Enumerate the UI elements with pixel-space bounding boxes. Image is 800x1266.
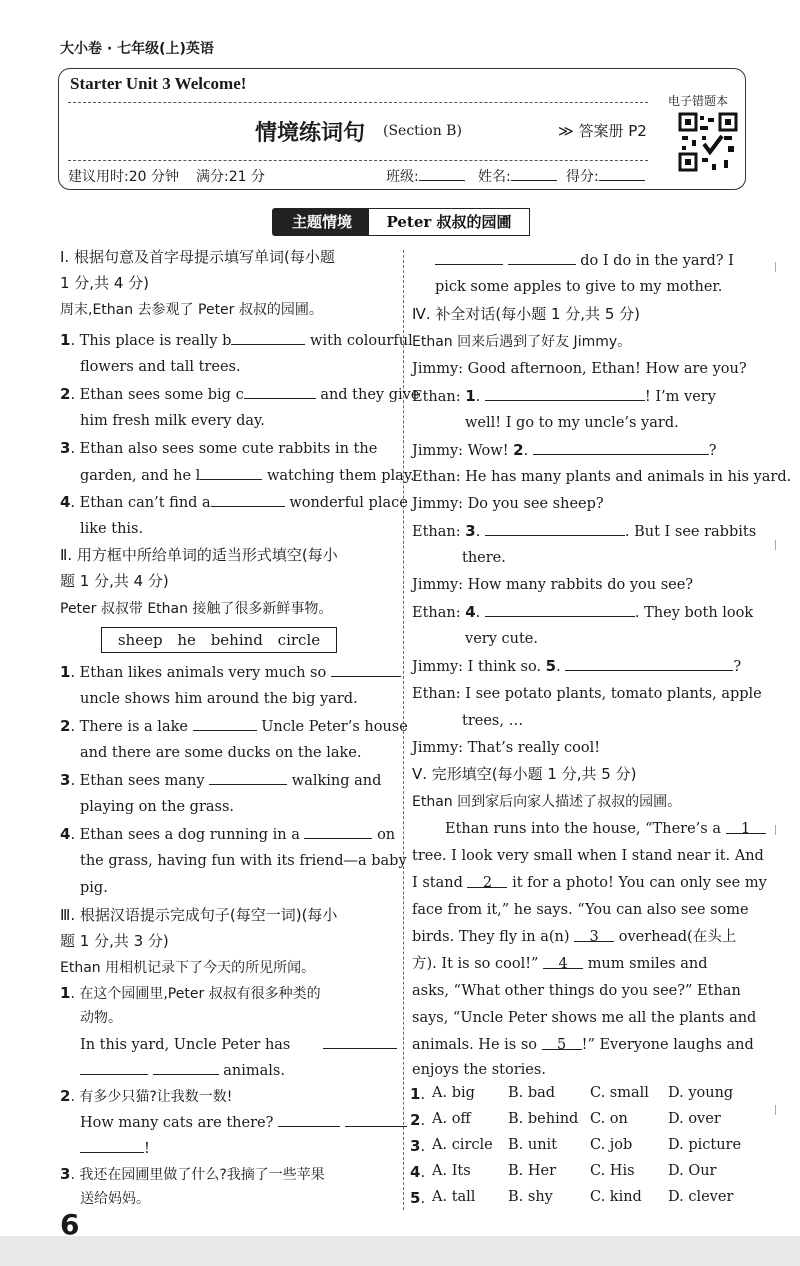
dialogue-line: Jimmy: Wow! 2. ? — [412, 441, 717, 459]
part2-intro: Peter 叔叔带 Ethan 接触了很多新鲜事物。 — [60, 601, 333, 617]
question: 1. This place is really b with colourful — [60, 331, 413, 349]
option-b[interactable]: B. bad — [508, 1085, 556, 1101]
option-row: 2. — [410, 1111, 426, 1129]
option-c[interactable]: C. His — [590, 1163, 635, 1179]
answer-blank[interactable] — [211, 492, 285, 507]
part5-heading: Ⅴ. 完形填空(每小题 1 分,共 5 分) — [412, 765, 637, 783]
question: 1. Ethan likes animals very much so — [60, 662, 401, 683]
dialogue-line-cont: well! I go to my uncle’s yard. — [465, 415, 679, 431]
dialogue-line: Ethan: 3. . But I see rabbits — [412, 522, 757, 540]
option-d[interactable]: D. Our — [668, 1163, 717, 1179]
passage-line: enjoys the stories. — [412, 1062, 546, 1078]
option-a[interactable]: A. tall — [432, 1189, 476, 1205]
question-cont: playing on the grass. — [80, 799, 235, 815]
theme-title: Peter 叔叔的园圃 — [368, 208, 530, 236]
question-cont: How many cats are there? — [80, 1112, 407, 1133]
option-d[interactable]: D. picture — [668, 1137, 742, 1153]
dialogue-line: Jimmy: I think so. 5. ? — [412, 657, 742, 675]
part4-heading: Ⅳ. 补全对话(每小题 1 分,共 5 分) — [412, 305, 641, 323]
part3-heading-cont: 题 1 分,共 3 分) — [60, 932, 169, 950]
question-cont: pick some apples to give to my mother. — [435, 279, 723, 295]
part2-heading-cont: 题 1 分,共 4 分) — [60, 572, 169, 590]
question-cont: animals. — [80, 1060, 285, 1081]
part1-intro: 周末,Ethan 去参观了 Peter 叔叔的园圃。 — [60, 302, 323, 318]
passage-line: 方). It is so cool!” 4 mum smiles and — [412, 956, 708, 972]
answer-blank[interactable] — [485, 602, 635, 617]
class-field: 班级: — [386, 166, 465, 186]
section-subtitle: (Section B) — [383, 123, 462, 139]
dialogue-line-cont: there. — [462, 550, 506, 566]
option-row: 4. — [410, 1163, 426, 1181]
question: 3. Ethan sees many walking and — [60, 771, 382, 789]
passage-line: face from it,” he says. “You can also see some — [412, 902, 749, 918]
passage-line: Ethan runs into the house, “There’s a 1 — [445, 819, 766, 839]
option-c[interactable]: C. kind — [590, 1189, 642, 1205]
part2-heading: Ⅱ. 用方框中所给单词的适当形式填空(每小 — [60, 546, 338, 564]
divider — [68, 160, 648, 161]
dialogue-line: Jimmy: Do you see sheep? — [412, 496, 604, 512]
question-cont: him fresh milk every day. — [80, 413, 265, 429]
question: 2. 有多少只猫?让我数一数! — [60, 1087, 233, 1105]
question: 4. Ethan sees a dog running in a on — [60, 825, 396, 843]
passage-line: birds. They fly in a(n) 3 overhead(在头上 — [412, 929, 737, 945]
option-b[interactable]: B. unit — [508, 1137, 558, 1153]
option-a[interactable]: A. circle — [432, 1137, 493, 1153]
answer-blank[interactable] — [153, 1060, 219, 1075]
part1-heading-cont: 1 分,共 4 分) — [60, 274, 150, 292]
dialogue-line: Ethan: 4. . They both look — [412, 603, 754, 621]
option-d[interactable]: D. clever — [668, 1189, 734, 1205]
time-label: 建议用时:20 分钟 — [68, 169, 179, 185]
answer-blank[interactable] — [80, 1060, 148, 1075]
answer-blank[interactable] — [485, 521, 625, 536]
option-row: 3. — [410, 1137, 426, 1155]
answer-reference: ≫ 答案册 P2 — [558, 122, 647, 140]
section-title: 情境练词句 — [255, 121, 366, 146]
option-row: 5. — [410, 1189, 426, 1207]
part3-heading: Ⅲ. 根据汉语提示完成句子(每空一词)(每小 — [60, 906, 338, 924]
bottom-strip — [0, 1236, 800, 1266]
answer-blank[interactable] — [231, 330, 305, 345]
answer-blank[interactable] — [331, 662, 401, 677]
option-d[interactable]: D. over — [668, 1111, 721, 1127]
word-option: behind — [210, 631, 263, 649]
question-cont: garden, and he l watching them play. — [80, 465, 415, 486]
passage-line: asks, “What other things do you see?” Ethan — [412, 983, 741, 999]
question-cont: flowers and tall trees. — [80, 359, 241, 375]
passage-line: tree. I look very small when I stand near it. And — [412, 848, 764, 864]
score-field: 得分: — [566, 166, 645, 186]
qr-label: 电子错题本 — [668, 94, 729, 108]
question: 3. Ethan also sees some cute rabbits in the — [60, 439, 378, 457]
cut-mark — [775, 825, 780, 835]
cut-mark — [775, 262, 780, 272]
answer-blank[interactable] — [80, 1138, 144, 1153]
word-option: circle — [277, 631, 321, 649]
option-a[interactable]: A. Its — [432, 1163, 471, 1179]
name-field: 姓名: — [478, 166, 557, 186]
question-cont: like this. — [80, 521, 144, 537]
option-b[interactable]: B. behind — [508, 1111, 579, 1127]
dialogue-line: Ethan: I see potato plants, tomato plants, apple — [412, 686, 762, 702]
answer-blank[interactable] — [304, 824, 372, 839]
dialogue-line: Ethan: He has many plants and animals in his yard. — [412, 469, 792, 485]
question-cont: pig. — [80, 880, 108, 896]
option-row: 1. — [410, 1085, 426, 1103]
question-cont: do I do in the yard? I — [435, 250, 734, 271]
cloze-blank[interactable]: 2 — [467, 873, 507, 888]
answer-blank[interactable] — [193, 716, 257, 731]
question: 2. There is a lake Uncle Peter’s house — [60, 717, 408, 735]
cloze-blank[interactable]: 5 — [542, 1035, 582, 1050]
question: 2. Ethan sees some big c and they give — [60, 385, 420, 403]
question-cont: and there are some ducks on the lake. — [80, 745, 362, 761]
cloze-blank[interactable]: 4 — [543, 954, 583, 969]
answer-blank[interactable] — [508, 250, 576, 265]
answer-blank[interactable] — [565, 656, 733, 671]
dialogue-line: Ethan: 1. ! I’m very — [412, 387, 716, 405]
qr-code-icon[interactable] — [678, 112, 738, 172]
dialogue-line: Jimmy: Good afternoon, Ethan! How are you? — [412, 361, 747, 377]
passage-line: animals. He is so 5 !” Everyone laughs and — [412, 1037, 754, 1053]
answer-blank[interactable] — [485, 386, 645, 401]
answer-blank[interactable] — [323, 1034, 397, 1049]
option-c[interactable]: C. on — [590, 1111, 628, 1127]
option-c[interactable]: C. job — [590, 1137, 633, 1153]
question-cont: uncle shows him around the big yard. — [80, 691, 358, 707]
unit-title: Starter Unit 3 Welcome! — [70, 74, 247, 93]
option-c[interactable]: C. small — [590, 1085, 649, 1101]
page-number: 6 — [60, 1208, 80, 1241]
passage-line: I stand 2 it for a photo! You can only see my — [412, 875, 767, 891]
option-b[interactable]: B. Her — [508, 1163, 557, 1179]
question-cont: In this yard, Uncle Peter has — [80, 1034, 397, 1055]
dialogue-line-cont: very cute. — [465, 631, 538, 647]
dialogue-line-cont: trees, … — [462, 713, 524, 729]
word-box — [101, 627, 337, 653]
passage-line: says, “Uncle Peter shows me all the plants and — [412, 1010, 757, 1026]
divider — [68, 102, 648, 103]
part3-intro: Ethan 用相机记录下了今天的所见所闻。 — [60, 960, 316, 976]
theme-banner — [272, 208, 530, 236]
option-a[interactable]: A. off — [432, 1111, 471, 1127]
dialogue-line: Jimmy: That’s really cool! — [412, 740, 601, 756]
part1-heading: Ⅰ. 根据句意及首字母提示填写单词(每小题 — [60, 248, 335, 266]
part5-intro: Ethan 回到家后向家人描述了叔叔的园圃。 — [412, 794, 682, 810]
option-a[interactable]: A. big — [432, 1085, 475, 1101]
cut-mark — [775, 1105, 780, 1115]
word-option: sheep — [117, 631, 163, 649]
question-cont: 动物。 — [80, 1010, 122, 1026]
answer-blank[interactable] — [278, 1112, 340, 1127]
answer-blank[interactable] — [435, 250, 503, 265]
answer-blank[interactable] — [533, 440, 709, 455]
cloze-blank[interactable]: 1 — [726, 819, 766, 834]
theme-label: 主题情境 — [272, 208, 372, 236]
cloze-blank[interactable]: 3 — [574, 927, 614, 942]
answer-blank[interactable] — [200, 465, 262, 480]
question-cont: the grass, having fun with its friend—a baby — [80, 853, 407, 869]
answer-blank[interactable] — [244, 384, 316, 399]
question: 3. 我还在园圃里做了什么?我摘了一些苹果 — [60, 1165, 325, 1183]
part4-intro: Ethan 回来后遇到了好友 Jimmy。 — [412, 334, 632, 350]
question-cont: ! — [80, 1138, 150, 1159]
option-b[interactable]: B. shy — [508, 1189, 553, 1205]
answer-blank[interactable] — [209, 770, 287, 785]
series-title: 大小卷 · 七年级(上)英语 — [60, 41, 214, 57]
question-cont: 送给妈妈。 — [80, 1191, 150, 1207]
word-option: he — [177, 631, 196, 649]
question: 4. Ethan can’t find a wonderful place — [60, 493, 408, 511]
score-label: 满分:21 分 — [196, 169, 265, 185]
dialogue-line: Jimmy: How many rabbits do you see? — [412, 577, 694, 593]
answer-blank[interactable] — [345, 1112, 407, 1127]
cut-mark — [775, 540, 780, 550]
option-d[interactable]: D. young — [668, 1085, 734, 1101]
question: 1. 在这个园圃里,Peter 叔叔有很多种类的 — [60, 984, 321, 1002]
